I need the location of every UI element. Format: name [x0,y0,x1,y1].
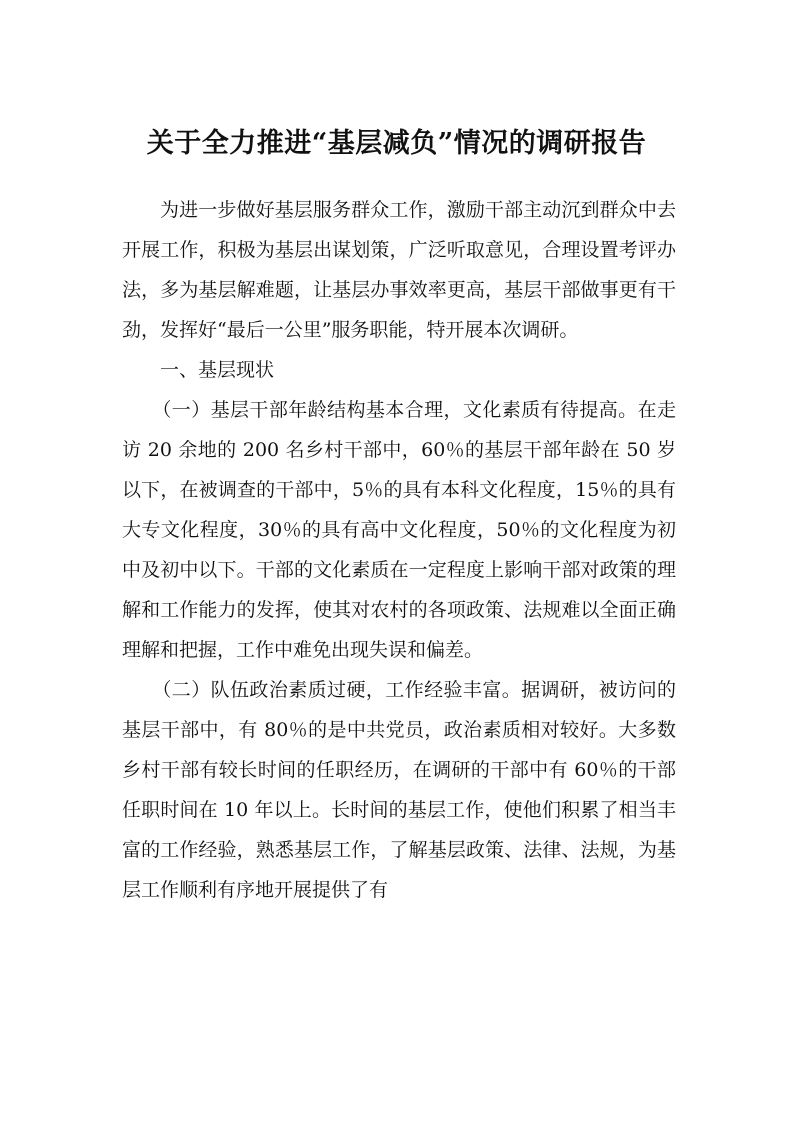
section-1-paragraph-2: （二）队伍政治素质过硬，工作经验丰富。据调研，被访问的基层干部中，有 80％的是中共党员，政治素质相对较好。大多数乡村干部有较长时间的任职经历，在调研的干部中有 60％的干部任职时间在 10 年以上。长时间的基层工作，使他们积累了相当丰富的工作经验，熟悉基层工作，了解基层政策、法律、法规，为基层工作顺利有序地开展提供了有 [122,679,676,901]
document-body [122,190,676,910]
document-title: 关于全力推进“基层减负”情况的调研报告 [146,128,647,159]
intro-paragraph: 为进一步做好基层服务群众工作，激励干部主动沉到群众中去开展工作，积极为基层出谋划策，广泛听取意见，合理设置考评办法，多为基层解难题，让基层办事效率更高，基层干部做事更有干劲，发挥好“最后一公里”服务职能，特开展本次调研。 [122,199,676,341]
section-1-paragraph-1: （一）基层干部年龄结构基本合理，文化素质有待提高。在走访 20 余地的 200 名乡村干部中，60％的基层干部年龄在 50 岁以下，在被调查的干部中，5％的具有本科文化程度，15％的具有大专文化程度，30％的具有高中文化程度，50％的文化程度为初中及初中以下。干部的文化素质在一定程度上影响干部对政策的理解和工作能力的发挥，使其对农村的各项政策、法规难以全面正确理解和把握，工作中难免出现失误和偏差。 [122,399,676,661]
section-heading-1: 一、基层现状 [160,359,275,381]
